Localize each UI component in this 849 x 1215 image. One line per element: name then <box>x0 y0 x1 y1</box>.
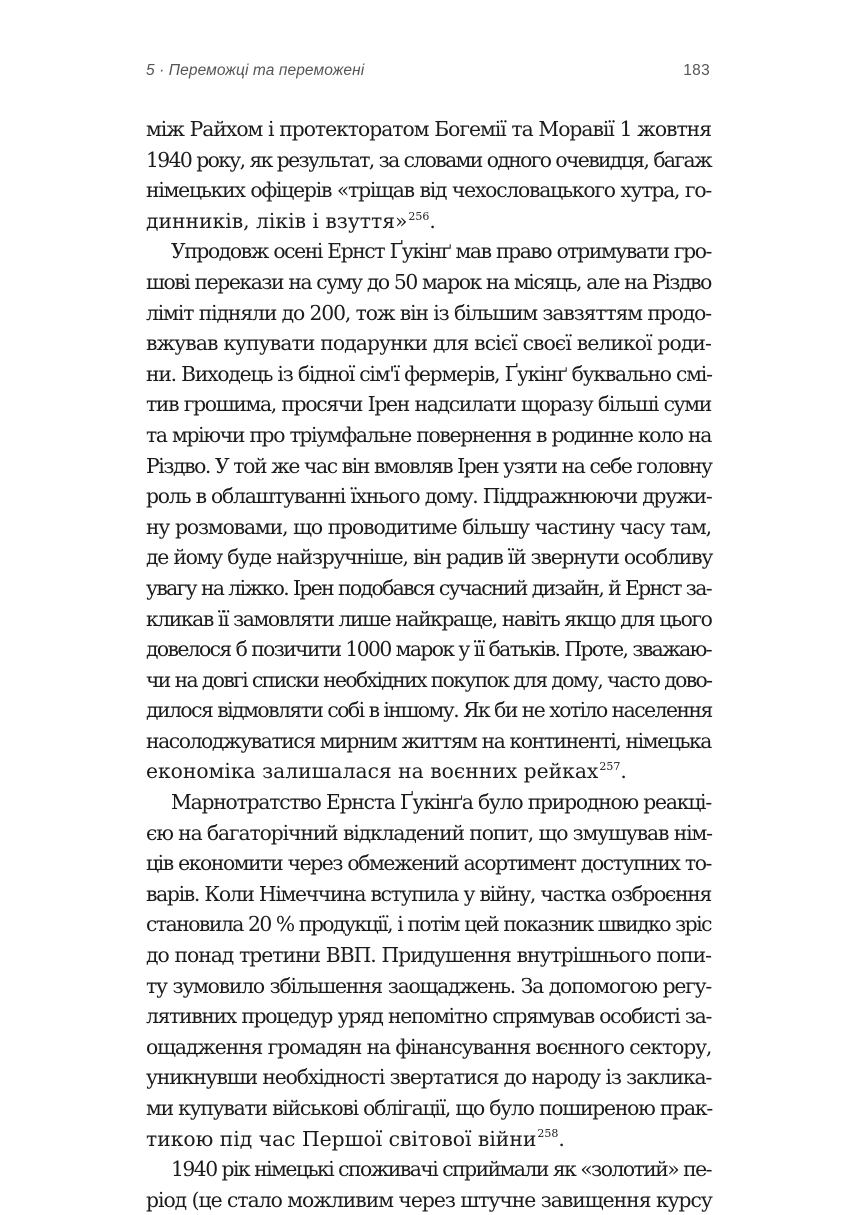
text-line-last: економіка залишалася на воєнних рейках$^{257}$. <box>146 759 627 784</box>
text-line: шові перекази на суму до 50 марок на місяць, але на Різдво <box>146 269 711 294</box>
text-line: ощадження громадян на фінансування воєнного сектору, <box>146 1034 712 1059</box>
text-line-last: динників, ліків і взуття»$^{256}$. <box>146 208 436 233</box>
text-line: ліміт підняли до 200, тож він із більшим завзяттям продо- <box>146 300 711 325</box>
text-line: тив грошима, просячи Ірен надсилати щоразу більші суми <box>146 392 711 417</box>
text-line: довелося б позичити 1000 марок у її батьків. Проте, зважаю- <box>146 637 711 662</box>
text-line: уникнувши необхідності звертатися до народу із заклика- <box>146 1065 712 1090</box>
text-line: дилося відмовляти собі в іншому. Як би не хотіло населення <box>146 698 712 723</box>
text-line: ни. Виходець із бідної сім'ї фермерів, Ґукінґ буквально смі- <box>146 361 712 386</box>
text-line: Марнотратство Ернста Ґукінґа було природною реакці- <box>171 790 711 815</box>
text-line: 1940 року, як результат, за словами одного очевидця, багаж <box>146 147 711 172</box>
text-line: увагу на ліжко. Ірен подобався сучасний дизайн, й Ернст за- <box>146 575 711 600</box>
text-line-content: економіка залишалася на воєнних рейках <box>146 759 599 784</box>
text-line: вжував купувати подарунки для всієї своєї великої роди- <box>146 331 711 356</box>
footnote-ref: 256 <box>408 209 430 223</box>
text-line: ми купувати військові облігації, що було поширеною прак- <box>146 1096 713 1120</box>
text-line: ців економити через обмежений асортимент доступних то- <box>146 851 711 876</box>
chapter-title: 5 · Переможці та переможені <box>146 62 365 79</box>
text-line: насолоджуватися мирним життям на континенті, німецька <box>146 728 711 753</box>
text-line-content: динників, ліків і взуття» <box>146 208 408 233</box>
text-line: становила 20 % продукції, і потім цей показник швидко зріс <box>146 912 711 937</box>
text-line: та мріючи про тріумфальне повернення в родинне коло на <box>146 422 711 447</box>
paragraph <box>146 1154 711 1215</box>
paragraph <box>146 787 711 1154</box>
text-line: єю на багаторічний відкладений попит, що змушував нім- <box>146 820 712 845</box>
text-line: ну розмовами, що проводитиме більшу частину часу там, <box>146 514 711 539</box>
body-text <box>146 114 711 1215</box>
text-line: варів. Коли Німеччина вступила у війну, частка озброєння <box>146 881 711 906</box>
text-line: до понад третини ВВП. Придушення внутрішнього попи- <box>146 943 711 968</box>
text-line: 1940 рік німецькі споживачі сприймали як «золотий» пе- <box>171 1157 712 1182</box>
paragraph <box>146 236 711 787</box>
page-number: 183 <box>683 62 710 79</box>
footnote-ref: 258 <box>537 1127 559 1141</box>
text-line: ріод (це стало можливим через штучне завищення курсу <box>146 1187 712 1212</box>
text-line: лятивних процедур уряд непомітно спрямував особисті за- <box>146 1004 711 1029</box>
text-line: кликав її замовляти лише найкраще, навіть якщо для цього <box>146 606 712 631</box>
text-line: де йому буде найзручніше, він радив їй звернути особливу <box>146 545 713 570</box>
text-line: роль в облаштуванні їхнього дому. Піддражнюючи дружи- <box>146 484 712 509</box>
text-line: ту зумовило збільшення заощаджень. За допомогою регу- <box>146 973 711 998</box>
text-line: між Райхом і протекторатом Богемії та Моравії 1 жовтня <box>146 117 711 141</box>
paragraph <box>146 114 711 236</box>
running-head <box>146 62 710 84</box>
text-line: Упродовж осені Ернст Ґукінґ мав право отримувати гро- <box>171 239 711 264</box>
text-line: чи на довгі списки необхідних покупок для дому, часто дово- <box>146 667 712 692</box>
text-line: німецьких офіцерів «тріщав від чехословацького хутра, го- <box>146 178 711 203</box>
text-line: Різдво. У той же час він вмовляв Ірен узяти на себе головну <box>146 453 712 478</box>
footnote-ref: 257 <box>599 760 621 774</box>
text-line-last: тикою під час Першої світової війни$^{258}$. <box>146 1126 565 1151</box>
text-line-content: тикою під час Першої світової війни <box>146 1126 537 1151</box>
